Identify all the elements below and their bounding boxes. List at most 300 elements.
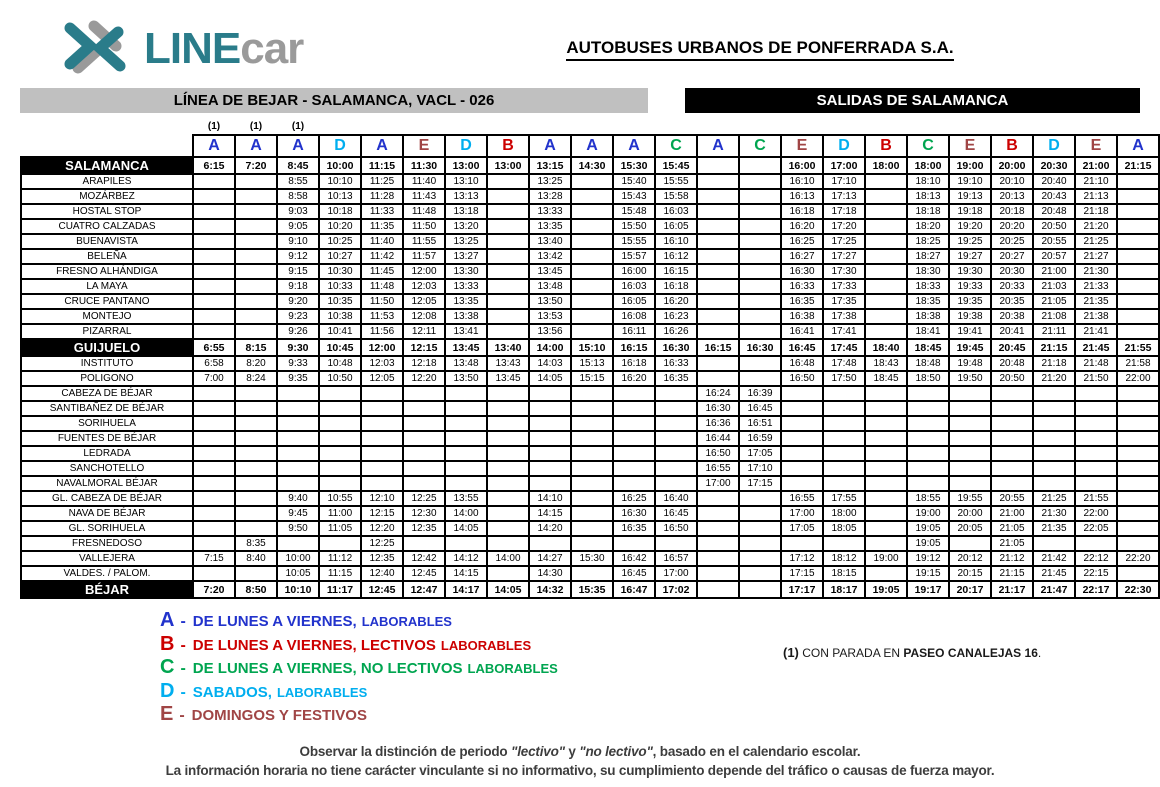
time-cell: 21:05 xyxy=(1033,294,1075,309)
time-cell: 19:10 xyxy=(949,174,991,189)
service-letter: B xyxy=(487,135,529,157)
time-cell: 20:18 xyxy=(991,204,1033,219)
time-cell: 17:00 xyxy=(655,566,697,581)
stop-name: POLIGONO xyxy=(21,371,193,386)
time-cell: 19:50 xyxy=(949,371,991,386)
table-row xyxy=(21,294,1159,309)
time-cell: 19:00 xyxy=(949,157,991,174)
time-cell xyxy=(949,386,991,401)
stop-name: VALDES. / PALOM. xyxy=(21,566,193,581)
time-cell: 11:43 xyxy=(403,189,445,204)
time-cell: 11:40 xyxy=(403,174,445,189)
time-cell: 21:35 xyxy=(1033,521,1075,536)
time-cell xyxy=(1075,431,1117,446)
time-cell xyxy=(865,491,907,506)
time-cell: 15:30 xyxy=(613,157,655,174)
service-letter: E xyxy=(1075,135,1117,157)
time-cell: 10:48 xyxy=(319,356,361,371)
time-cell: 15:58 xyxy=(655,189,697,204)
time-cell xyxy=(193,279,235,294)
time-cell: 9:05 xyxy=(277,219,319,234)
time-cell xyxy=(781,401,823,416)
time-cell xyxy=(907,386,949,401)
time-cell: 11:12 xyxy=(319,551,361,566)
time-cell: 17:55 xyxy=(823,491,865,506)
stop-name: FRESNEDOSO xyxy=(21,536,193,551)
table-row xyxy=(21,431,1159,446)
time-cell xyxy=(487,491,529,506)
time-cell: 16:48 xyxy=(781,356,823,371)
time-cell xyxy=(193,204,235,219)
time-cell xyxy=(697,204,739,219)
service-letters-row xyxy=(21,135,1159,157)
time-cell: 17:05 xyxy=(781,521,823,536)
time-cell: 17:10 xyxy=(739,461,781,476)
time-cell: 20:38 xyxy=(991,309,1033,324)
time-cell xyxy=(1033,401,1075,416)
time-cell: 18:27 xyxy=(907,249,949,264)
disclaimer-line-1: Observar la distinción de periodo "lectivo" y "no lectivo", basado en el calendario escolar. xyxy=(299,744,861,759)
time-cell xyxy=(235,264,277,279)
stop-name: FRESNO ALHÁNDIGA xyxy=(21,264,193,279)
footnote-marks-row xyxy=(21,119,1159,135)
time-cell: 21:35 xyxy=(1075,294,1117,309)
time-cell: 21:30 xyxy=(1075,264,1117,279)
time-cell: 9:33 xyxy=(277,356,319,371)
time-cell: 19:27 xyxy=(949,249,991,264)
time-cell: 11:40 xyxy=(361,234,403,249)
time-cell xyxy=(529,461,571,476)
time-cell: 16:25 xyxy=(613,491,655,506)
time-cell: 8:24 xyxy=(235,371,277,386)
service-legend xyxy=(160,609,558,727)
time-cell xyxy=(445,446,487,461)
time-cell: 11:56 xyxy=(361,324,403,339)
time-cell: 12:47 xyxy=(403,581,445,598)
time-cell xyxy=(865,309,907,324)
time-cell: 12:40 xyxy=(361,566,403,581)
time-cell: 19:55 xyxy=(949,491,991,506)
time-cell: 10:30 xyxy=(319,264,361,279)
time-cell xyxy=(991,386,1033,401)
time-cell: 11:17 xyxy=(319,581,361,598)
time-cell: 17:20 xyxy=(823,219,865,234)
time-cell: 14:32 xyxy=(529,581,571,598)
time-cell xyxy=(739,581,781,598)
time-cell xyxy=(445,401,487,416)
time-cell: 13:50 xyxy=(529,294,571,309)
time-cell: 15:48 xyxy=(613,204,655,219)
time-cell xyxy=(487,386,529,401)
time-cell xyxy=(1117,461,1159,476)
time-cell: 9:35 xyxy=(277,371,319,386)
time-cell xyxy=(277,461,319,476)
time-cell xyxy=(571,431,613,446)
time-cell: 8:45 xyxy=(277,157,319,174)
time-cell xyxy=(823,476,865,491)
time-cell: 16:08 xyxy=(613,309,655,324)
time-cell xyxy=(697,264,739,279)
time-cell: 21:33 xyxy=(1075,279,1117,294)
time-cell: 16:12 xyxy=(655,249,697,264)
time-cell: 20:33 xyxy=(991,279,1033,294)
time-cell: 18:40 xyxy=(865,339,907,356)
time-cell xyxy=(781,416,823,431)
time-cell: 11:48 xyxy=(361,279,403,294)
time-cell xyxy=(1033,476,1075,491)
time-cell xyxy=(907,416,949,431)
time-cell xyxy=(1117,401,1159,416)
time-cell xyxy=(655,461,697,476)
time-cell xyxy=(361,431,403,446)
time-cell: 17:45 xyxy=(823,339,865,356)
time-cell xyxy=(1117,476,1159,491)
time-cell: 12:03 xyxy=(403,279,445,294)
service-letter: D xyxy=(445,135,487,157)
legend-dash: - xyxy=(180,613,186,630)
time-cell xyxy=(949,461,991,476)
time-cell: 17:02 xyxy=(655,581,697,598)
time-cell xyxy=(193,309,235,324)
time-cell xyxy=(193,566,235,581)
time-cell: 21:00 xyxy=(991,506,1033,521)
time-cell: 17:50 xyxy=(823,371,865,386)
time-cell: 13:41 xyxy=(445,324,487,339)
time-cell: 16:50 xyxy=(781,371,823,386)
time-cell: 16:00 xyxy=(613,264,655,279)
time-cell xyxy=(571,536,613,551)
time-cell: 21:45 xyxy=(1033,566,1075,581)
time-cell: 11:00 xyxy=(319,506,361,521)
time-cell xyxy=(571,204,613,219)
time-cell xyxy=(403,386,445,401)
time-cell: 16:18 xyxy=(781,204,823,219)
table-row xyxy=(21,249,1159,264)
time-cell: 21:30 xyxy=(1033,506,1075,521)
time-cell xyxy=(445,461,487,476)
service-letter: A xyxy=(571,135,613,157)
time-cell: 16:59 xyxy=(739,431,781,446)
time-cell: 17:13 xyxy=(823,189,865,204)
time-cell: 19:00 xyxy=(907,506,949,521)
time-cell: 16:10 xyxy=(781,174,823,189)
time-cell xyxy=(865,174,907,189)
time-cell xyxy=(235,491,277,506)
time-cell: 21:17 xyxy=(991,581,1033,598)
table-row xyxy=(21,386,1159,401)
time-cell: 11:15 xyxy=(319,566,361,581)
time-cell: 20:00 xyxy=(991,157,1033,174)
time-cell xyxy=(571,476,613,491)
time-cell xyxy=(655,416,697,431)
time-cell: 8:50 xyxy=(235,581,277,598)
time-cell xyxy=(823,461,865,476)
time-cell: 13:35 xyxy=(529,219,571,234)
time-cell xyxy=(235,249,277,264)
time-cell: 17:41 xyxy=(823,324,865,339)
time-cell xyxy=(487,446,529,461)
time-cell: 11:53 xyxy=(361,309,403,324)
time-cell: 9:18 xyxy=(277,279,319,294)
time-cell xyxy=(235,294,277,309)
time-cell xyxy=(613,446,655,461)
time-cell: 12:30 xyxy=(403,506,445,521)
time-cell xyxy=(487,476,529,491)
time-cell xyxy=(865,189,907,204)
service-letter: A xyxy=(1117,135,1159,157)
legend-suffix: LABORABLES xyxy=(467,661,558,676)
time-cell xyxy=(697,581,739,598)
time-cell xyxy=(739,356,781,371)
time-cell xyxy=(739,551,781,566)
time-cell xyxy=(739,174,781,189)
time-cell: 11:33 xyxy=(361,204,403,219)
time-cell xyxy=(571,401,613,416)
time-cell: 12:35 xyxy=(403,521,445,536)
time-cell: 17:00 xyxy=(823,157,865,174)
time-cell xyxy=(571,294,613,309)
time-cell xyxy=(613,416,655,431)
footnote-place: PASEO CANALEJAS 16 xyxy=(903,646,1038,660)
time-cell: 21:55 xyxy=(1117,339,1159,356)
time-cell: 16:33 xyxy=(781,279,823,294)
stop-name: BELEÑA xyxy=(21,249,193,264)
time-cell: 18:10 xyxy=(907,174,949,189)
time-cell: 22:12 xyxy=(1075,551,1117,566)
time-cell: 19:05 xyxy=(907,521,949,536)
time-cell: 11:50 xyxy=(403,219,445,234)
time-cell xyxy=(403,476,445,491)
time-cell xyxy=(571,249,613,264)
stop-name: CABEZA DE BÉJAR xyxy=(21,386,193,401)
time-cell: 18:18 xyxy=(907,204,949,219)
time-cell: 16:51 xyxy=(739,416,781,431)
time-cell: 15:35 xyxy=(571,581,613,598)
time-cell: 16:15 xyxy=(697,339,739,356)
time-cell: 10:25 xyxy=(319,234,361,249)
time-cell: 18:35 xyxy=(907,294,949,309)
time-cell xyxy=(991,461,1033,476)
time-cell: 16:42 xyxy=(613,551,655,566)
time-cell xyxy=(571,461,613,476)
stop-name: HOSTAL STOP xyxy=(21,204,193,219)
legend-letter: B xyxy=(160,632,175,655)
time-cell: 20:43 xyxy=(1033,189,1075,204)
time-cell xyxy=(823,446,865,461)
time-cell: 11:05 xyxy=(319,521,361,536)
time-cell: 18:00 xyxy=(907,157,949,174)
time-cell: 17:33 xyxy=(823,279,865,294)
time-cell: 9:15 xyxy=(277,264,319,279)
time-cell: 20:45 xyxy=(991,339,1033,356)
stop-name: CUATRO CALZADAS xyxy=(21,219,193,234)
table-row xyxy=(21,219,1159,234)
time-cell xyxy=(571,279,613,294)
time-cell xyxy=(1117,506,1159,521)
time-cell xyxy=(781,386,823,401)
time-cell: 13:53 xyxy=(529,309,571,324)
time-cell xyxy=(193,521,235,536)
legend-text: DOMINGOS Y FESTIVOS xyxy=(191,707,367,724)
stop-name: PIZARRAL xyxy=(21,324,193,339)
time-cell: 16:03 xyxy=(655,204,697,219)
time-cell xyxy=(277,401,319,416)
time-cell: 19:12 xyxy=(907,551,949,566)
time-cell: 9:26 xyxy=(277,324,319,339)
time-cell: 16:39 xyxy=(739,386,781,401)
time-cell: 22:17 xyxy=(1075,581,1117,598)
time-cell xyxy=(487,264,529,279)
time-cell: 18:45 xyxy=(865,371,907,386)
time-cell: 19:33 xyxy=(949,279,991,294)
time-cell: 10:10 xyxy=(319,174,361,189)
time-cell: 16:35 xyxy=(655,371,697,386)
time-cell: 13:25 xyxy=(445,234,487,249)
time-cell xyxy=(193,506,235,521)
service-letter: B xyxy=(865,135,907,157)
time-cell: 13:48 xyxy=(529,279,571,294)
time-cell: 16:30 xyxy=(655,339,697,356)
legend-dash: - xyxy=(179,707,185,724)
time-cell xyxy=(571,386,613,401)
time-cell xyxy=(1117,416,1159,431)
time-cell xyxy=(697,371,739,386)
time-cell: 21:42 xyxy=(1033,551,1075,566)
time-cell: 15:30 xyxy=(571,551,613,566)
time-cell xyxy=(277,446,319,461)
time-cell xyxy=(991,446,1033,461)
stop-name: MONTEJO xyxy=(21,309,193,324)
time-cell xyxy=(361,416,403,431)
time-cell xyxy=(445,431,487,446)
stop-name: LEDRADA xyxy=(21,446,193,461)
table-row xyxy=(21,204,1159,219)
time-cell: 19:38 xyxy=(949,309,991,324)
time-cell xyxy=(1117,249,1159,264)
time-cell xyxy=(235,446,277,461)
time-cell: 12:15 xyxy=(403,339,445,356)
time-cell: 11:50 xyxy=(361,294,403,309)
direction-title-bar: SALIDAS DE SALAMANCA xyxy=(685,88,1140,113)
legend-suffix: LABORABLES xyxy=(276,684,368,700)
time-cell: 12:20 xyxy=(403,371,445,386)
time-cell xyxy=(697,491,739,506)
service-letter: D xyxy=(1033,135,1075,157)
time-cell xyxy=(445,536,487,551)
time-cell: 10:50 xyxy=(319,371,361,386)
time-cell: 13:13 xyxy=(445,189,487,204)
time-cell: 14:05 xyxy=(487,581,529,598)
time-cell xyxy=(193,491,235,506)
time-cell: 11:25 xyxy=(361,174,403,189)
stop-name: SALAMANCA xyxy=(21,157,193,174)
time-cell: 20:48 xyxy=(991,356,1033,371)
time-cell: 16:00 xyxy=(781,157,823,174)
time-cell: 15:15 xyxy=(571,371,613,386)
legend-letter: D xyxy=(160,679,175,702)
time-cell: 16:30 xyxy=(781,264,823,279)
time-cell xyxy=(1117,431,1159,446)
time-cell xyxy=(193,386,235,401)
time-cell: 13:45 xyxy=(487,371,529,386)
table-row xyxy=(21,401,1159,416)
time-cell: 14:20 xyxy=(529,521,571,536)
linecar-x-icon xyxy=(60,16,138,82)
time-cell xyxy=(193,416,235,431)
time-cell xyxy=(571,264,613,279)
time-cell xyxy=(865,386,907,401)
time-cell xyxy=(571,189,613,204)
time-cell xyxy=(865,401,907,416)
time-cell xyxy=(571,234,613,249)
time-cell xyxy=(445,386,487,401)
time-cell: 13:00 xyxy=(487,157,529,174)
time-cell xyxy=(193,536,235,551)
time-cell xyxy=(907,461,949,476)
time-cell xyxy=(571,174,613,189)
time-cell: 19:20 xyxy=(949,219,991,234)
time-cell: 9:30 xyxy=(277,339,319,356)
time-cell: 21:25 xyxy=(1075,234,1117,249)
time-cell: 16:30 xyxy=(613,506,655,521)
time-cell xyxy=(487,536,529,551)
time-cell xyxy=(1117,521,1159,536)
stop-name: MOZÁRBEZ xyxy=(21,189,193,204)
time-cell xyxy=(235,461,277,476)
stop-name: GL. CABEZA DE BÉJAR xyxy=(21,491,193,506)
time-cell xyxy=(613,461,655,476)
time-cell xyxy=(697,249,739,264)
footnote-text: CON PARADA EN xyxy=(802,646,901,660)
time-cell: 15:13 xyxy=(571,356,613,371)
time-cell xyxy=(319,386,361,401)
time-cell xyxy=(1033,386,1075,401)
time-cell xyxy=(907,446,949,461)
time-cell xyxy=(739,249,781,264)
time-cell: 20:25 xyxy=(991,234,1033,249)
time-cell: 14:05 xyxy=(529,371,571,386)
legend-text: DE LUNES A VIERNES, NO LECTIVOS xyxy=(192,660,463,677)
time-cell: 16:55 xyxy=(781,491,823,506)
time-cell xyxy=(193,401,235,416)
time-cell xyxy=(697,234,739,249)
time-cell xyxy=(445,416,487,431)
time-cell xyxy=(655,431,697,446)
time-cell: 12:05 xyxy=(403,294,445,309)
time-cell: 18:00 xyxy=(823,506,865,521)
time-cell xyxy=(487,506,529,521)
time-cell xyxy=(739,279,781,294)
time-cell: 16:55 xyxy=(697,461,739,476)
time-cell: 16:40 xyxy=(655,491,697,506)
time-cell: 11:48 xyxy=(403,204,445,219)
time-cell xyxy=(235,476,277,491)
time-cell: 18:33 xyxy=(907,279,949,294)
time-cell xyxy=(655,536,697,551)
time-cell: 21:15 xyxy=(1033,339,1075,356)
service-letter: A xyxy=(235,135,277,157)
time-cell xyxy=(655,446,697,461)
time-cell xyxy=(613,536,655,551)
time-cell xyxy=(907,476,949,491)
time-cell: 19:13 xyxy=(949,189,991,204)
time-cell: 10:00 xyxy=(319,157,361,174)
time-cell: 15:45 xyxy=(655,157,697,174)
time-cell: 18:55 xyxy=(907,491,949,506)
service-letter: D xyxy=(823,135,865,157)
time-cell: 21:20 xyxy=(1075,219,1117,234)
time-cell: 20:55 xyxy=(1033,234,1075,249)
